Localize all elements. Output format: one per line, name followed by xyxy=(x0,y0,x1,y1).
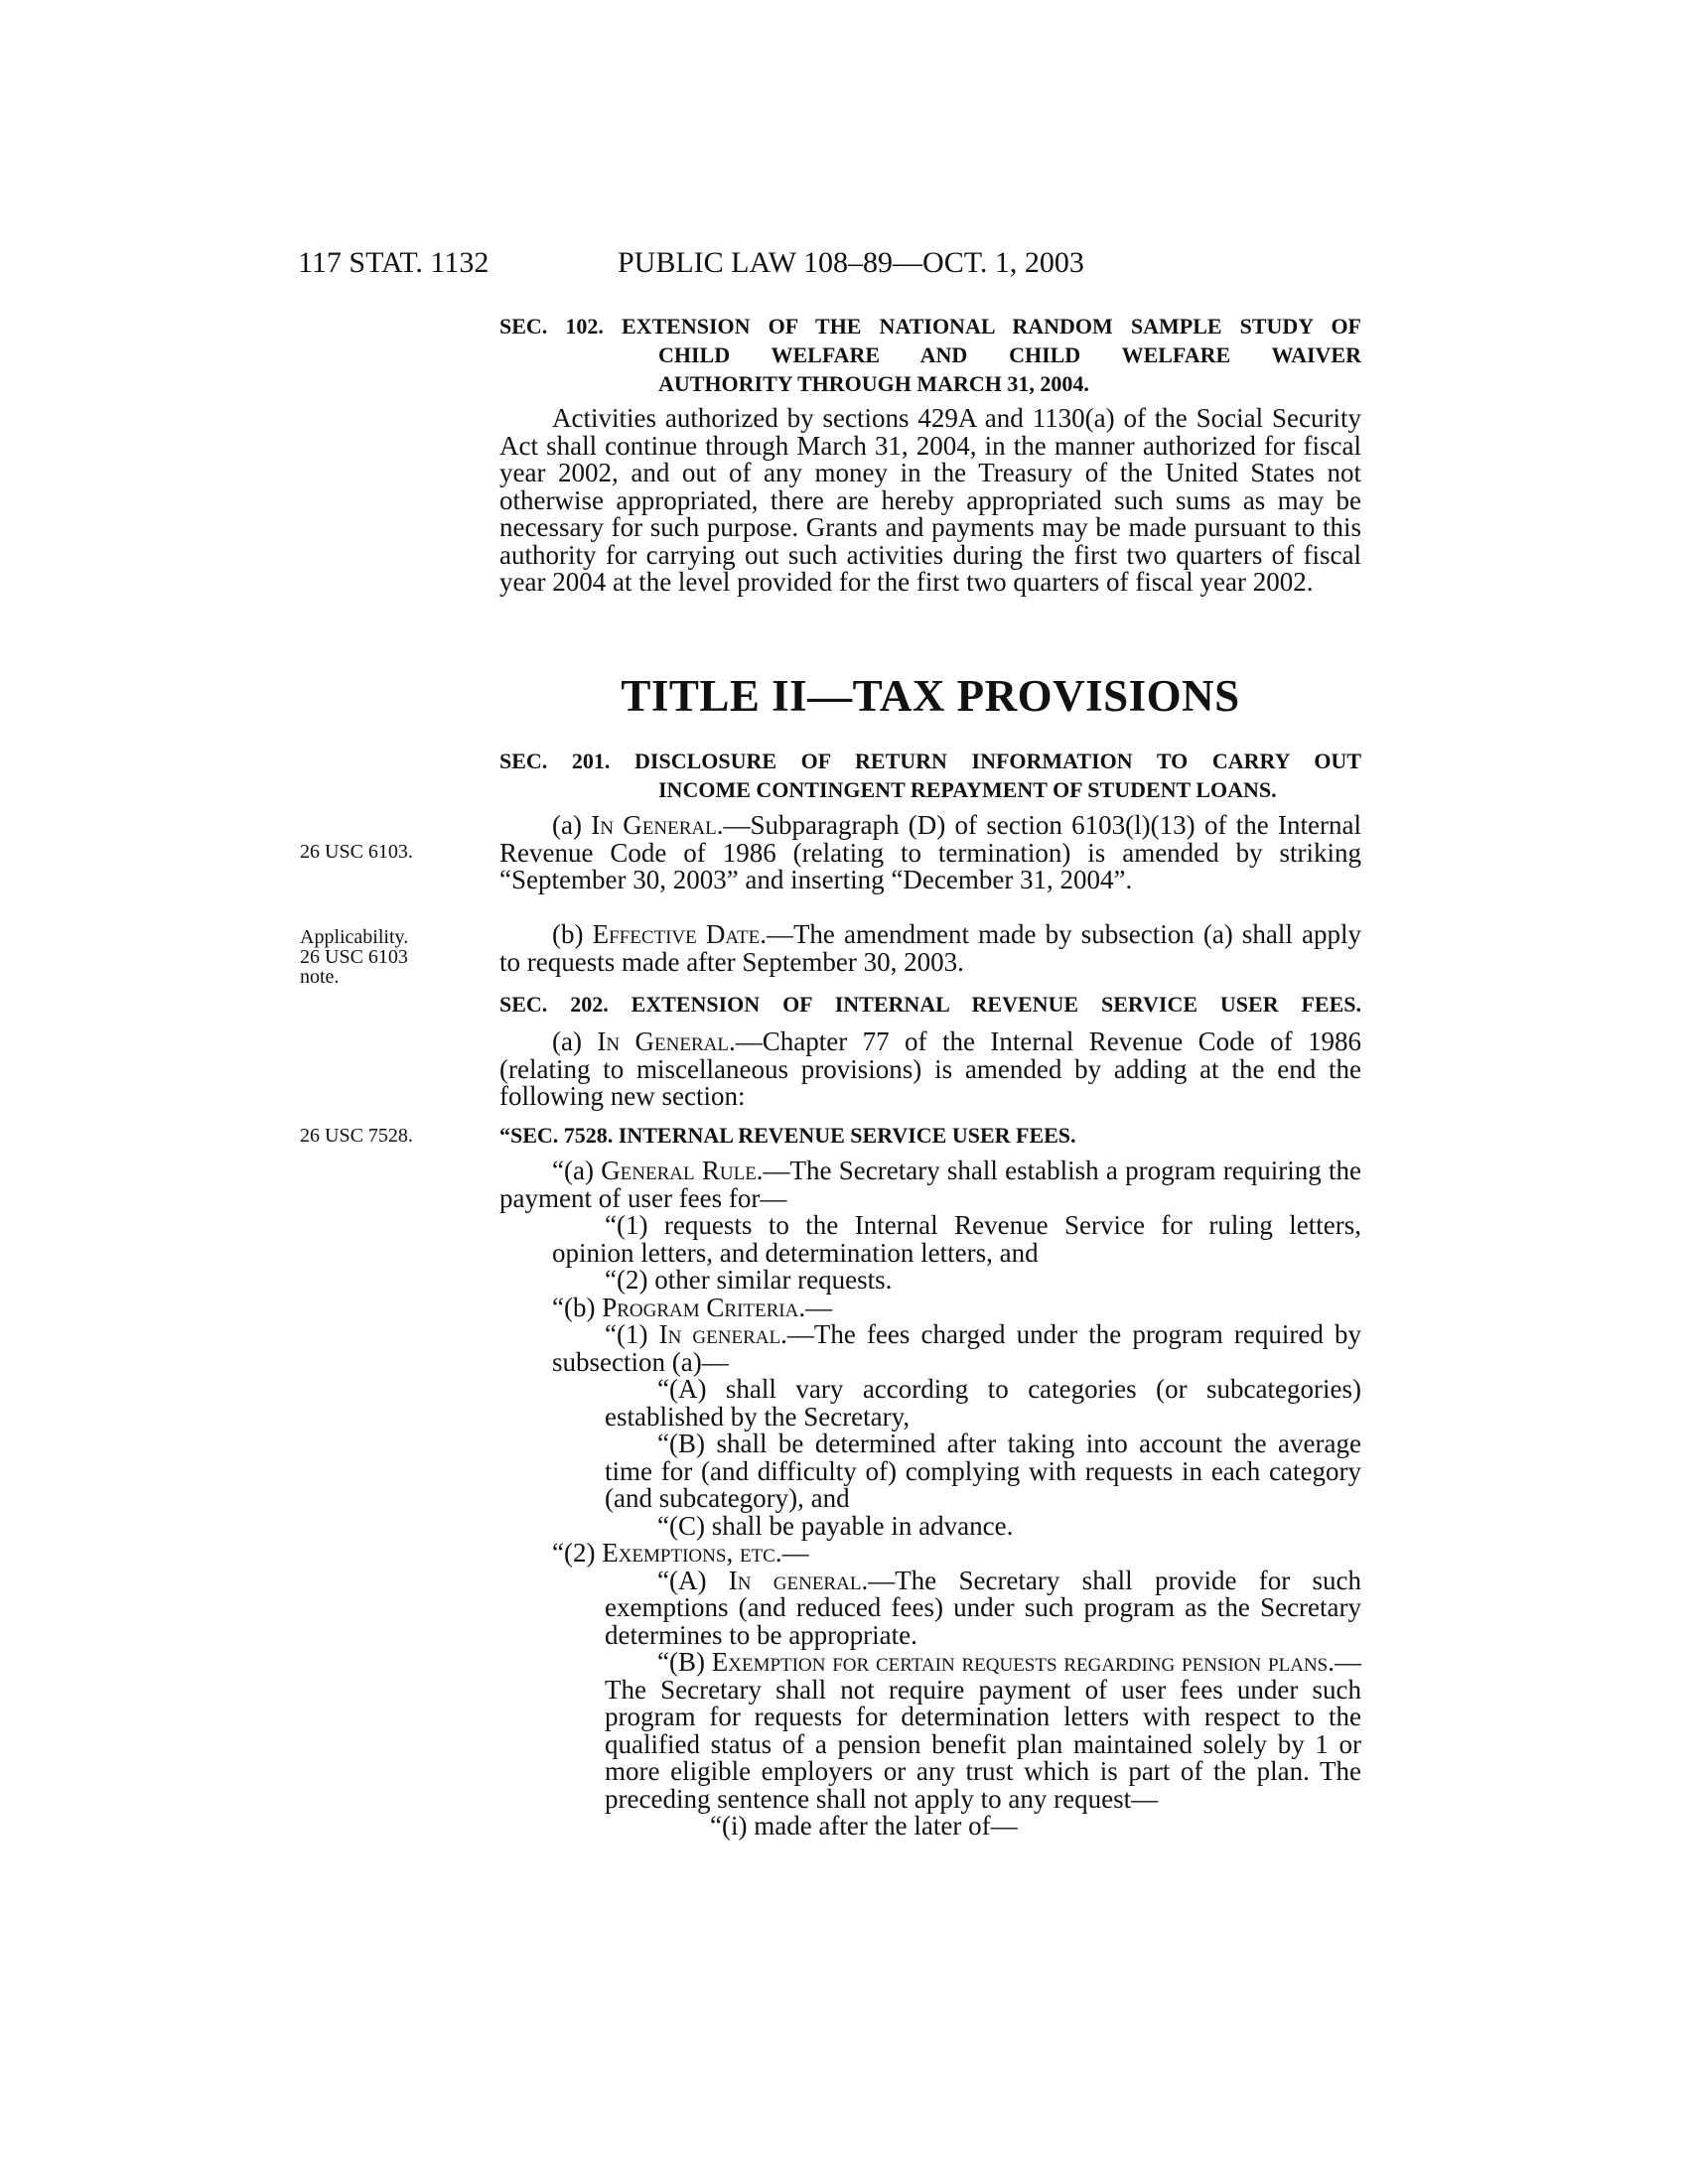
pc1-label: “(1) xyxy=(605,1319,659,1349)
sec-201-heading-line1: SEC. 201. DISCLOSURE OF RETURN INFORMATION TO CARRY OUT xyxy=(499,749,1361,773)
pc2A-text: .—The Secretary shall provide for such exemptions (and reduced fees) under such program as the Secretary determines to be appropriate. xyxy=(605,1565,1362,1650)
program-criteria-1-A: “(A) shall vary according to categories (or subcategories) established by the Secretary, xyxy=(605,1374,1361,1432)
sec-202-a-label: (a) xyxy=(552,1026,598,1056)
sec-201-a xyxy=(499,812,1361,894)
general-rule-item-2: “(2) other similar requests. xyxy=(605,1265,893,1295)
general-rule-text: .—The Secretary shall establish a program requiring the payment of user fees for— xyxy=(499,1156,1361,1213)
program-criteria-text: .— xyxy=(798,1292,833,1322)
pc2B-label: “(B) xyxy=(657,1647,712,1677)
sec-201-b-caption: Effective Date xyxy=(592,919,761,949)
sec-201-a-label: (a) xyxy=(552,810,592,840)
sec-102-heading-line2: CHILD WELFARE AND CHILD WELFARE WAIVER xyxy=(658,342,1361,367)
title-ii-heading: TITLE II—TAX PROVISIONS xyxy=(621,671,1240,721)
program-criteria-1 xyxy=(499,1321,1361,1376)
general-rule-item-1: “(1) requests to the Internal Revenue Service for ruling letters, opinion letters, and determination letters, and xyxy=(552,1210,1361,1268)
stat-page-number: 117 STAT. 1132 xyxy=(298,246,490,279)
sec-7528-body xyxy=(499,1158,1361,1841)
program-criteria-caption: Program Criteria xyxy=(602,1292,799,1322)
sec-201-heading xyxy=(499,747,1361,804)
sec-202-heading-text: SEC. 202. EXTENSION OF INTERNAL REVENUE SERVICE USER FEES. xyxy=(499,992,1361,1017)
margin-note-26-usc-6103: 26 USC 6103. xyxy=(300,841,413,863)
usc-6103-note-line2: note. xyxy=(300,966,340,988)
pc2-label: “(2) xyxy=(552,1538,603,1568)
applicability-label: Applicability. xyxy=(300,926,409,948)
public-law-citation: PUBLIC LAW 108–89—OCT. 1, 2003 xyxy=(618,246,1084,279)
general-rule-label: “(a) xyxy=(552,1156,602,1185)
program-criteria-2-A xyxy=(499,1565,1362,1650)
sec-201-b-text: .—The amendment made by subsection (a) shall apply to requests made after September 30, 2003. xyxy=(499,919,1361,977)
program-criteria-1-C: “(C) shall be payable in advance. xyxy=(657,1510,1014,1541)
sec-202-a-caption: In General xyxy=(597,1026,729,1056)
sec-102-heading-line3: AUTHORITY THROUGH MARCH 31, 2004. xyxy=(658,371,1089,396)
general-rule-caption: General Rule xyxy=(601,1156,757,1185)
sec-102-paragraph: Activities authorized by sections 429A and 1130(a) of the Social Security Act shall continue through March 31, 2004, in the manner authorized for fiscal year 2002, and out of any money in the Treasury of the United States not otherwise appropriated, there are hereby appropriated such sums as may be necessary for such purpose. Grants and payments may be made pursuant to this authority for carrying out such activities during the first two quarters of fiscal year 2004 at the level provided for the first two quarters of fiscal year 2002. xyxy=(499,403,1361,597)
usc-6103-note-line1: 26 USC 6103 xyxy=(300,946,408,968)
margin-note-applicability xyxy=(300,927,498,987)
pc1-text: .—The fees charged under the program required by subsection (a)— xyxy=(552,1319,1361,1377)
sec-201-b-label: (b) xyxy=(552,919,593,949)
sec-202-heading xyxy=(499,990,1361,1019)
sec-7528-heading xyxy=(499,1121,1361,1150)
sec-102-heading xyxy=(499,312,1361,398)
pc2B-caption: Exemption for certain requests regarding pension plans xyxy=(711,1647,1329,1677)
pc2A-caption: In general xyxy=(728,1565,862,1595)
program-criteria-2-B xyxy=(499,1649,1361,1813)
program-criteria-2 xyxy=(499,1540,1361,1568)
pc2-caption: Exemptions, etc xyxy=(602,1538,775,1568)
program-criteria-2-B-i: “(i) made after the later of— xyxy=(710,1811,1018,1841)
general-rule-paragraph xyxy=(499,1158,1361,1212)
sec-202-a xyxy=(499,1028,1361,1111)
sec-201-a-caption: In General xyxy=(591,810,717,840)
pc1-caption: In general xyxy=(658,1319,781,1349)
sec-7528-heading-text: “SEC. 7528. INTERNAL REVENUE SERVICE USER FEES. xyxy=(499,1123,1076,1148)
program-criteria-1-B: “(B) shall be determined after taking into account the average time for (and difficulty of) complying with requests in each category (and subcategory), and xyxy=(605,1429,1361,1513)
sec-102-body xyxy=(499,405,1361,597)
sec-201-b xyxy=(499,921,1361,976)
sec-202-a-text: .—Chapter 77 of the Internal Revenue Code of 1986 (relating to miscellaneous provisions) is amended by adding at the end the following new section: xyxy=(499,1026,1362,1111)
pc2B-text: .—The Secretary shall not require payment of user fees under such program for requests for determination letters with respect to the qualified status of a pension benefit plan maintained solely by 1 or more eligible employers or any trust which is part of the plan. The preceding sentence shall not apply to any request— xyxy=(605,1647,1361,1814)
program-criteria-paragraph xyxy=(499,1292,1361,1322)
running-header xyxy=(298,246,1390,286)
margin-note-26-usc-7528: 26 USC 7528. xyxy=(300,1125,413,1147)
pc2-text: .— xyxy=(774,1538,809,1568)
program-criteria-label: “(b) xyxy=(552,1292,603,1322)
sec-201-heading-line2: INCOME CONTINGENT REPAYMENT OF STUDENT LOANS. xyxy=(658,777,1277,802)
pc2A-label: “(A) xyxy=(657,1565,729,1595)
sec-102-heading-line1: SEC. 102. EXTENSION OF THE NATIONAL RANDOM SAMPLE STUDY OF xyxy=(499,314,1361,339)
sec-201-a-text: .—Subparagraph (D) of section 6103(l)(13) of the Internal Revenue Code of 1986 (relating to termination) is amended by striking “September 30, 2003” and inserting “December 31, 2004”. xyxy=(499,810,1361,894)
